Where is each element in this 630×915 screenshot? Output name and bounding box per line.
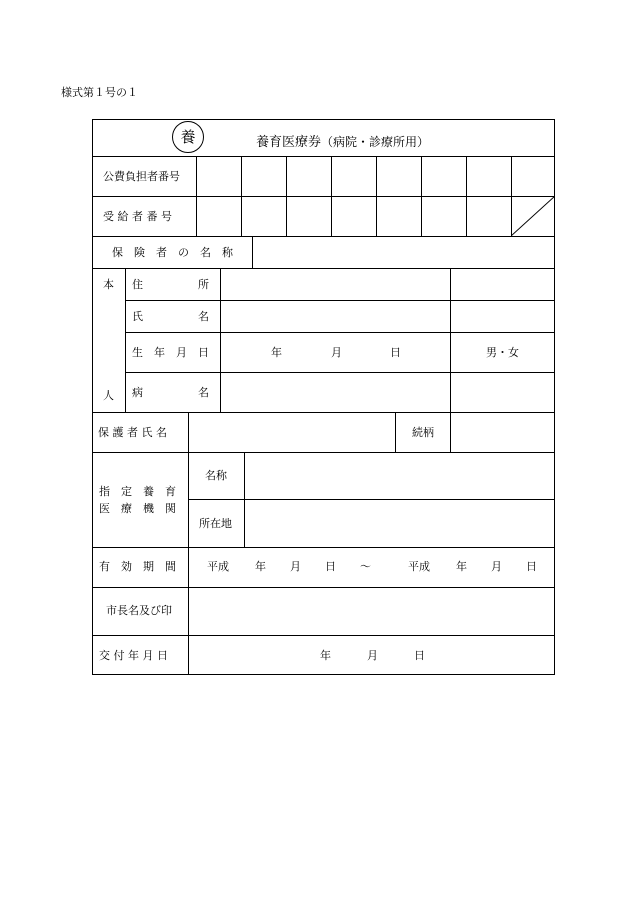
row-divider [92, 156, 555, 157]
col-divider [244, 452, 245, 547]
form-title [256, 131, 429, 150]
row-divider [92, 236, 555, 237]
issue-year: 年 [320, 649, 331, 662]
col-divider [450, 268, 451, 412]
validity-end-day: 日 [526, 560, 537, 573]
form-number: 様式第１号の１ [61, 86, 138, 99]
label-mayor-seal: 市長名及び印 [106, 604, 172, 617]
label-issue-date: 交 付 年 月 日 [99, 649, 168, 662]
birth-year: 年 [271, 346, 282, 359]
label-address: 住 所 [132, 278, 209, 291]
row-divider [125, 332, 555, 333]
col-divider [125, 268, 126, 412]
issue-day: 日 [414, 649, 425, 662]
validity-start-year: 年 [255, 560, 266, 573]
birth-month: 月 [331, 346, 342, 359]
label-institution-line1: 指 定 養 育 [99, 485, 176, 498]
label-illness: 病 名 [132, 386, 209, 399]
col-divider [188, 547, 189, 675]
row-divider [92, 635, 555, 636]
col-divider [220, 268, 221, 412]
title-main: 養育医療券 [256, 135, 322, 150]
label-recipient-number: 受 給 者 番 号 [103, 210, 172, 223]
col-divider [466, 156, 467, 236]
col-divider [188, 412, 189, 452]
row-divider [92, 268, 555, 269]
col-divider [395, 412, 396, 452]
validity-start-month: 月 [290, 560, 301, 573]
issue-month: 月 [367, 649, 378, 662]
label-birthdate: 生 年 月 日 [132, 346, 209, 359]
col-divider [376, 156, 377, 236]
label-relationship: 続柄 [412, 426, 434, 439]
col-divider [188, 452, 189, 547]
label-name: 氏 名 [132, 310, 209, 323]
row-divider [92, 547, 555, 548]
col-divider [421, 156, 422, 236]
sex-options: 男・女 [486, 346, 519, 359]
label-principal-top: 本 [103, 278, 114, 291]
label-institution-line2: 医 療 機 関 [99, 502, 176, 515]
validity-end-month: 月 [491, 560, 502, 573]
row-divider [92, 412, 555, 413]
circle-mark-char: 養 [180, 128, 196, 146]
label-institution-location: 所在地 [199, 517, 232, 530]
label-payer-number: 公費負担者番号 [103, 170, 180, 183]
row-divider [92, 452, 555, 453]
col-divider [450, 412, 451, 452]
label-principal-bottom: 人 [103, 389, 114, 402]
label-validity: 有 効 期 間 [99, 560, 176, 573]
col-divider [331, 156, 332, 236]
label-insurer-name: 保 険 者 の 名 称 [112, 246, 233, 259]
row-divider [125, 372, 555, 373]
row-divider [92, 587, 555, 588]
validity-start-day: 日 [325, 560, 336, 573]
col-divider [196, 156, 197, 236]
title-sub: （病院・診療所用） [321, 135, 430, 149]
col-divider [241, 156, 242, 236]
row-divider [125, 300, 555, 301]
label-guardian-name: 保 護 者 氏 名 [98, 426, 167, 439]
birth-day: 日 [390, 346, 401, 359]
col-divider [286, 156, 287, 236]
diagonal-slash [511, 196, 555, 236]
label-institution-name: 名称 [205, 469, 227, 482]
col-divider [252, 236, 253, 268]
validity-era-end: 平成 [408, 560, 430, 573]
validity-era-start: 平成 [207, 560, 229, 573]
validity-tilde: ～ [360, 560, 371, 573]
row-divider [92, 196, 555, 197]
validity-end-year: 年 [456, 560, 467, 573]
